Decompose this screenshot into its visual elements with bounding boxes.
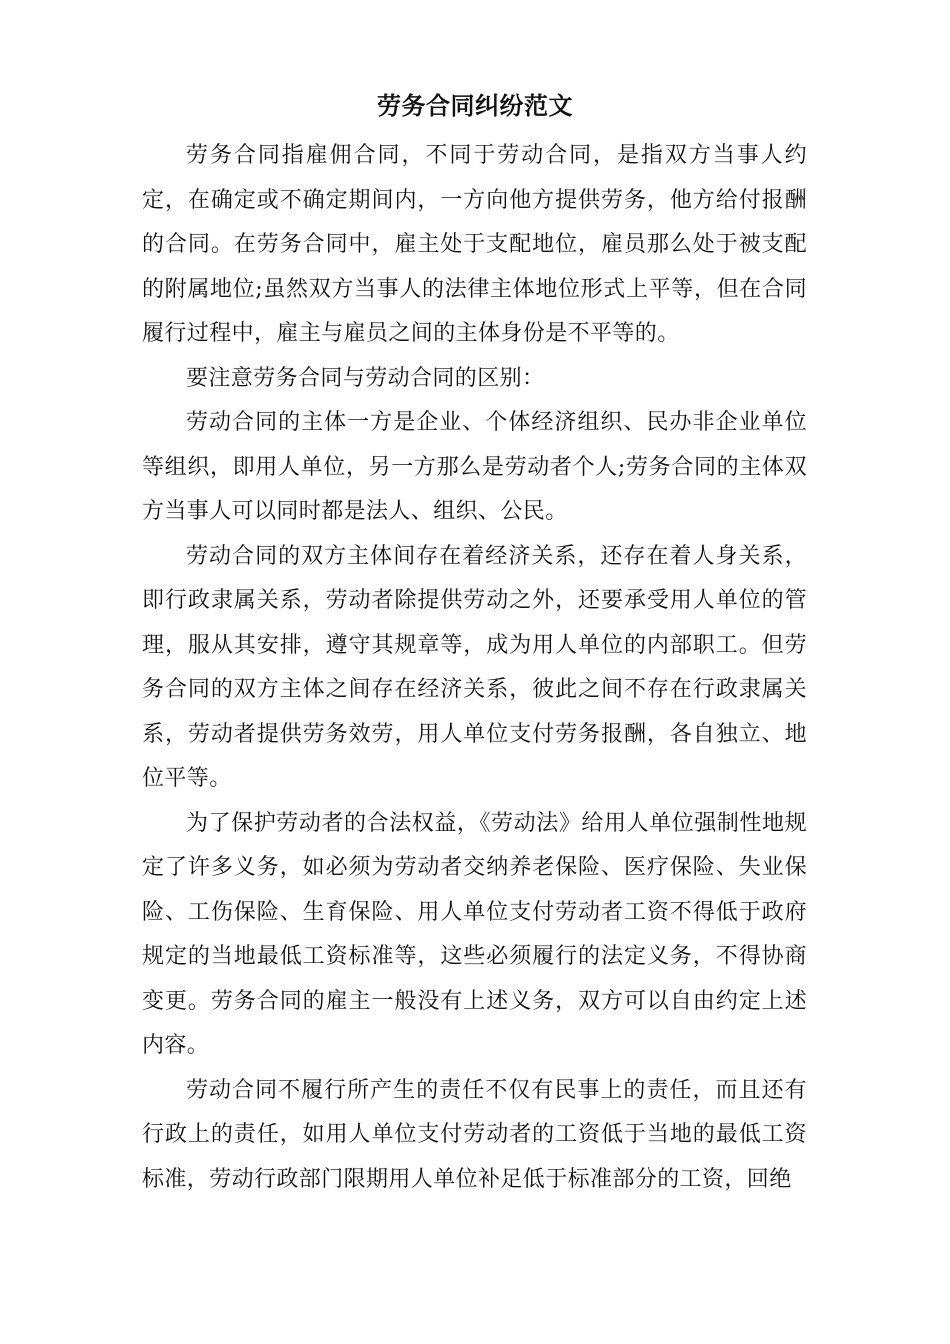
document-title: 劳务合同纠纷范文	[377, 91, 573, 120]
document-body	[142, 134, 807, 1202]
paragraph-obligations: 为了保护劳动者的合法权益，《劳动法》给用人单位强制性地规定了许多义务，如必须为劳动者交纳养老保险、医疗保险、失业保险、工伤保险、生育保险、用人单位支付劳动者工资不得低于政府规定的当地最低工资标准等，这些必须履行的法定义务，不得协商变更。劳务合同的雇主一般没有上述义务，双方可以自由约定上述内容。	[142, 810, 807, 1058]
paragraph-parties: 劳动合同的主体一方是企业、个体经济组织、民办非企业单位等组织，即用人单位，另一方那么是劳动者个人;劳务合同的主体双方当事人可以同时都是法人、组织、公民。	[142, 410, 807, 524]
paragraph-relationships: 劳动合同的双方主体间存在着经济关系，还存在着人身关系，即行政隶属关系，劳动者除提供劳动之外，还要承受用人单位的管理，服从其安排，遵守其规章等，成为用人单位的内部职工。但劳务合同的双方主体之间存在经济关系，彼此之间不存在行政隶属关系，劳动者提供劳务效劳，用人单位支付劳务报酬，各自独立、地位平等。	[142, 543, 807, 791]
paragraph-differences-intro: 要注意劳务合同与劳动合同的区别：	[186, 365, 545, 391]
paragraph-definition: 劳务合同指雇佣合同，不同于劳动合同，是指双方当事人约定，在确定或不确定期间内，一方向他方提供劳务，他方给付报酬的合同。在劳务合同中，雇主处于支配地位，雇员那么处于被支配的附属地位;虽然双方当事人的法律主体地位形式上平等，但在合同履行过程中，雇主与雇员之间的主体身份是不平等的。	[142, 143, 807, 346]
paragraph-liability: 劳动合同不履行所产生的责任不仅有民事上的责任，而且还有行政上的责任，如用人单位支付劳动者的工资低于当地的最低工资标准，劳动行政部门限期用人单位补足低于标准部分的工资，回绝	[142, 1077, 807, 1192]
